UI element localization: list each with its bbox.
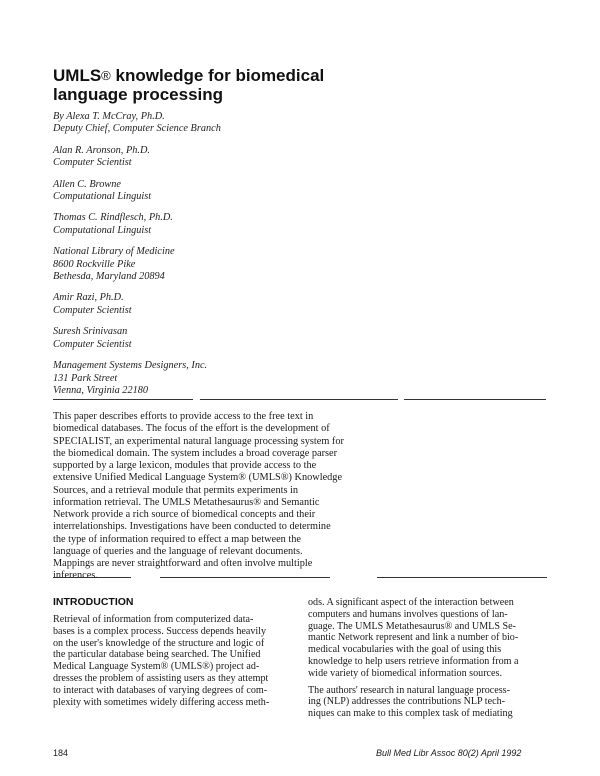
divider-bottom-right [377,577,547,578]
divider-top-mid [200,399,398,400]
author-line: Suresh Srinivasan [53,326,128,338]
author-line: National Library of Medicine [53,246,175,258]
author-line: Computational Linguist [53,224,152,236]
abstract-line: Mappings are never straightforward and often involve multiple [53,558,313,569]
author-line: Computational Linguist [53,191,152,203]
body-text-line: computers and humans involves questions of lan- [308,608,508,620]
author-group [53,292,353,317]
abstract-line: supported by a large lexicon, modules that provide access to the [53,460,317,471]
body-text-line: wide variety of biomedical information sources. [308,667,502,679]
abstract-line: This paper describes efforts to provide access to the free text in [53,411,314,422]
abstract-line: the type of information required to effect a map between the [53,533,301,545]
author-line: Computer Scientist [53,304,132,316]
author-line: Alan R. Aronson, Ph.D. [53,144,150,156]
abstract-line: Network provide a rich source of biomedical concepts and their [53,509,316,520]
body-text-line: to interact with databases of varying degrees of com- [53,684,268,696]
body-text-line: Medical Language System® (UMLS®) project ad- [53,661,260,673]
author-group [53,179,353,204]
author-line: 131 Park Street [53,372,118,384]
author-line: Computer Scientist [53,157,132,169]
author-line: 8600 Rockville Pike [53,258,136,270]
body-text-line: The authors' research in natural language process- [308,684,510,696]
abstract-line: information retrieval. The UMLS Metathesaurus® and Semantic [53,496,320,508]
body-text-line: medical vocabularies with the goal of using this [308,644,502,656]
author-line: Allen C. Browne [53,178,121,190]
journal-citation: Bull Med Libr Assoc 80(2) April 1992 [376,748,522,758]
author-group [53,212,353,237]
author-line: Amir Razi, Ph.D. [53,292,124,304]
body-column-right [308,597,548,720]
author-line: Bethesda, Maryland 20894 [53,271,165,283]
author-line: By Alexa T. McCray, Ph.D. [53,111,165,122]
body-text-line: knowledge to help users retrieve information from a [308,655,519,667]
body-text-line: ing (NLP) addresses the contributions NLP tech- [308,696,505,708]
author-block [53,111,353,406]
divider-top-left [53,399,193,400]
body-text-line: Retrieval of information from computerized data- [53,614,254,625]
abstract-line: inferences. [53,570,98,582]
author-line: Management Systems Designers, Inc. [53,360,208,372]
title-line-2: language processing [53,85,224,104]
abstract-line: the biomedical domain. The system includes a broad coverage parser [53,447,338,459]
author-group [53,111,353,136]
author-group [53,145,353,170]
title-line-1: UMLS® knowledge for biomedical [53,66,325,85]
author-line: Computer Scientist [53,338,132,350]
body-text-line: niques can make to this complex task of mediating [308,708,513,720]
registered-mark: ® [101,68,111,83]
body-text-line: the particular database being searched. The Unified [53,649,261,661]
page-number: 184 [53,748,69,758]
body-text-line: guage. The UMLS Metathesaurus® and UMLS Se- [308,620,516,632]
article-title [53,66,373,104]
abstract-line: SPECIALIST, an experimental natural language processing system for [53,435,344,447]
author-group [53,246,353,283]
body-text-line: ods. A significant aspect of the interaction between [308,597,514,608]
abstract-line: language of queries and the language of relevant documents. [53,545,303,557]
author-group [53,360,353,397]
abstract-line: biomedical databases. The focus of the effort is the development of [53,423,330,435]
abstract [53,411,353,583]
body-text-line: on the user's knowledge of the structure and logic of [53,637,265,649]
body-text-line: bases is a complex process. Success depends heavily [53,625,267,637]
abstract-line: Sources, and a retrieval module that permits experiments in [53,484,299,496]
divider-bottom-mid [160,577,330,578]
author-line: Thomas C. Rindflesch, Ph.D. [53,212,173,224]
section-heading-introduction: INTRODUCTION [53,596,134,608]
author-line: Deputy Chief, Computer Science Branch [53,123,221,135]
body-text-line: dresses the problem of assisting users as they attempt [53,672,269,684]
divider-top-right [404,399,546,400]
body-column-left [53,614,293,708]
abstract-line: interrelationships. Investigations have been conducted to determine [53,521,331,533]
abstract-line: extensive Unified Medical Language System® (UMLS®) Knowledge [53,472,343,484]
body-text-line: plexity with sometimes widely differing access meth- [53,696,270,708]
author-line: Vienna, Virginia 22180 [53,384,149,396]
author-group [53,326,353,351]
divider-bottom-left [53,577,131,578]
body-text-line: mantic Network represent and link a number of bio- [308,632,519,644]
